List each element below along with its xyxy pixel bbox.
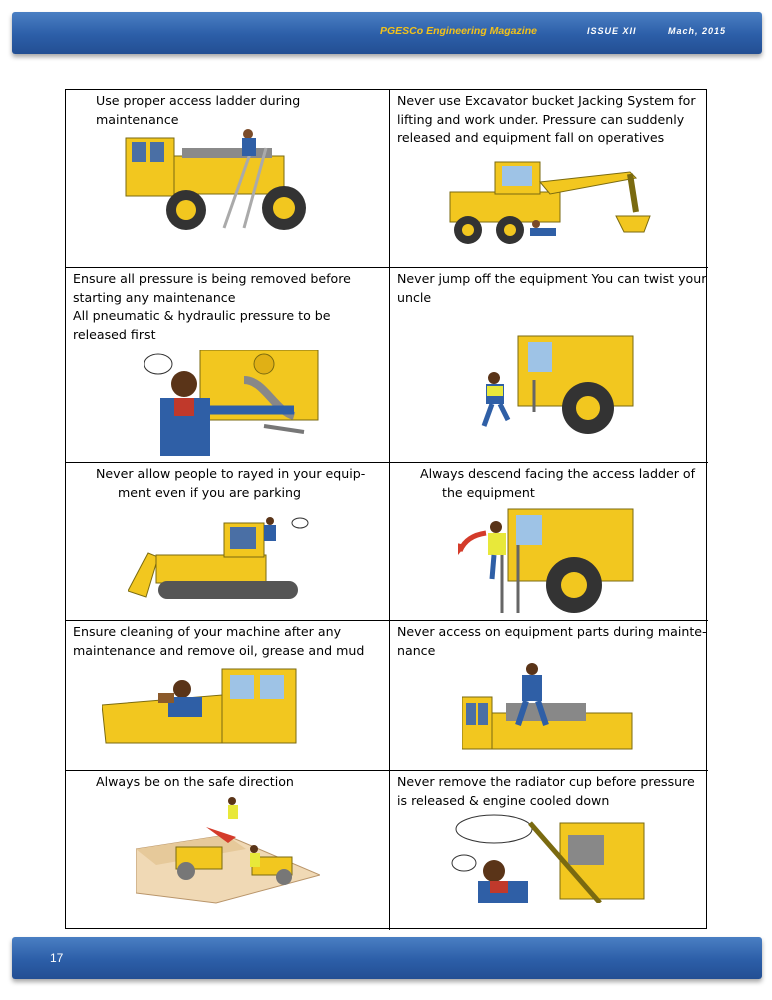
- rule-cell-no-riders: [66, 463, 390, 621]
- issue-date: Mach, 2015: [668, 26, 727, 36]
- rule-cell-safe-direction: [66, 771, 390, 930]
- rule-cell-excavator-jacking: [390, 90, 708, 268]
- rule-cell-release-pressure: [66, 268, 390, 463]
- rule-caption: Never jump off the equipment You can twist your uncle: [397, 271, 707, 305]
- hydraulic-pressure-illustration: [144, 350, 320, 458]
- rule-caption-line: Always descend facing the access ladder of: [420, 466, 696, 481]
- rule-caption: [73, 270, 383, 344]
- rule-caption: Never access on equipment parts during mainte-nance: [397, 624, 707, 658]
- rule-cell-radiator-cap: [390, 771, 708, 930]
- rule-caption: [420, 465, 700, 502]
- rule-caption: [96, 465, 376, 502]
- magazine-title: PGESCo Engineering Magazine: [380, 25, 537, 37]
- footer-bar: [12, 937, 762, 979]
- rule-caption-line: All pneumatic & hydraulic pressure to be released first: [73, 308, 331, 342]
- descending-worker-illustration: [458, 505, 638, 617]
- cleaning-machine-illustration: [102, 665, 298, 749]
- radiator-illustration: [450, 813, 646, 903]
- header-bar: [12, 12, 762, 54]
- rule-caption-line: Never allow people to rayed in your equip-: [96, 466, 366, 481]
- excavator-illustration: [440, 152, 660, 252]
- rule-caption: Never remove the radiator cup before pressure is released & engine cooled down: [397, 774, 695, 808]
- rule-caption: Always be on the safe direction: [96, 774, 294, 789]
- scraper-illustration: [124, 128, 334, 238]
- page-number: 17: [50, 951, 64, 965]
- rule-cell-clean-machine: [66, 621, 390, 771]
- bulldozer-illustration: [128, 517, 314, 603]
- roller-slope-illustration: [136, 795, 320, 905]
- rule-cell-access-ladder: [66, 90, 390, 268]
- rule-caption: Ensure cleaning of your machine after any maintenance and remove oil, grease and mud: [73, 624, 365, 658]
- rule-caption-line: ment even if you are parking: [118, 484, 301, 500]
- issue-number: ISSUE XII: [587, 26, 637, 36]
- rule-cell-descend-facing: [390, 463, 708, 621]
- safety-rules-table: [65, 89, 707, 929]
- rule-caption: Use proper access ladder during maintenance: [96, 93, 301, 127]
- jumping-worker-illustration: [458, 330, 638, 440]
- rule-caption-line: Ensure all pressure is being removed before starting any maintenance: [73, 271, 351, 305]
- rule-cell-never-jump: [390, 268, 708, 463]
- rule-caption-line: the equipment: [442, 484, 535, 500]
- rule-cell-no-access-parts: [390, 621, 708, 771]
- rule-caption: Never use Excavator bucket Jacking System for lifting and work under. Pressure can suddenly released and equipment fall on operatives: [397, 93, 696, 146]
- engine-access-illustration: [462, 663, 638, 753]
